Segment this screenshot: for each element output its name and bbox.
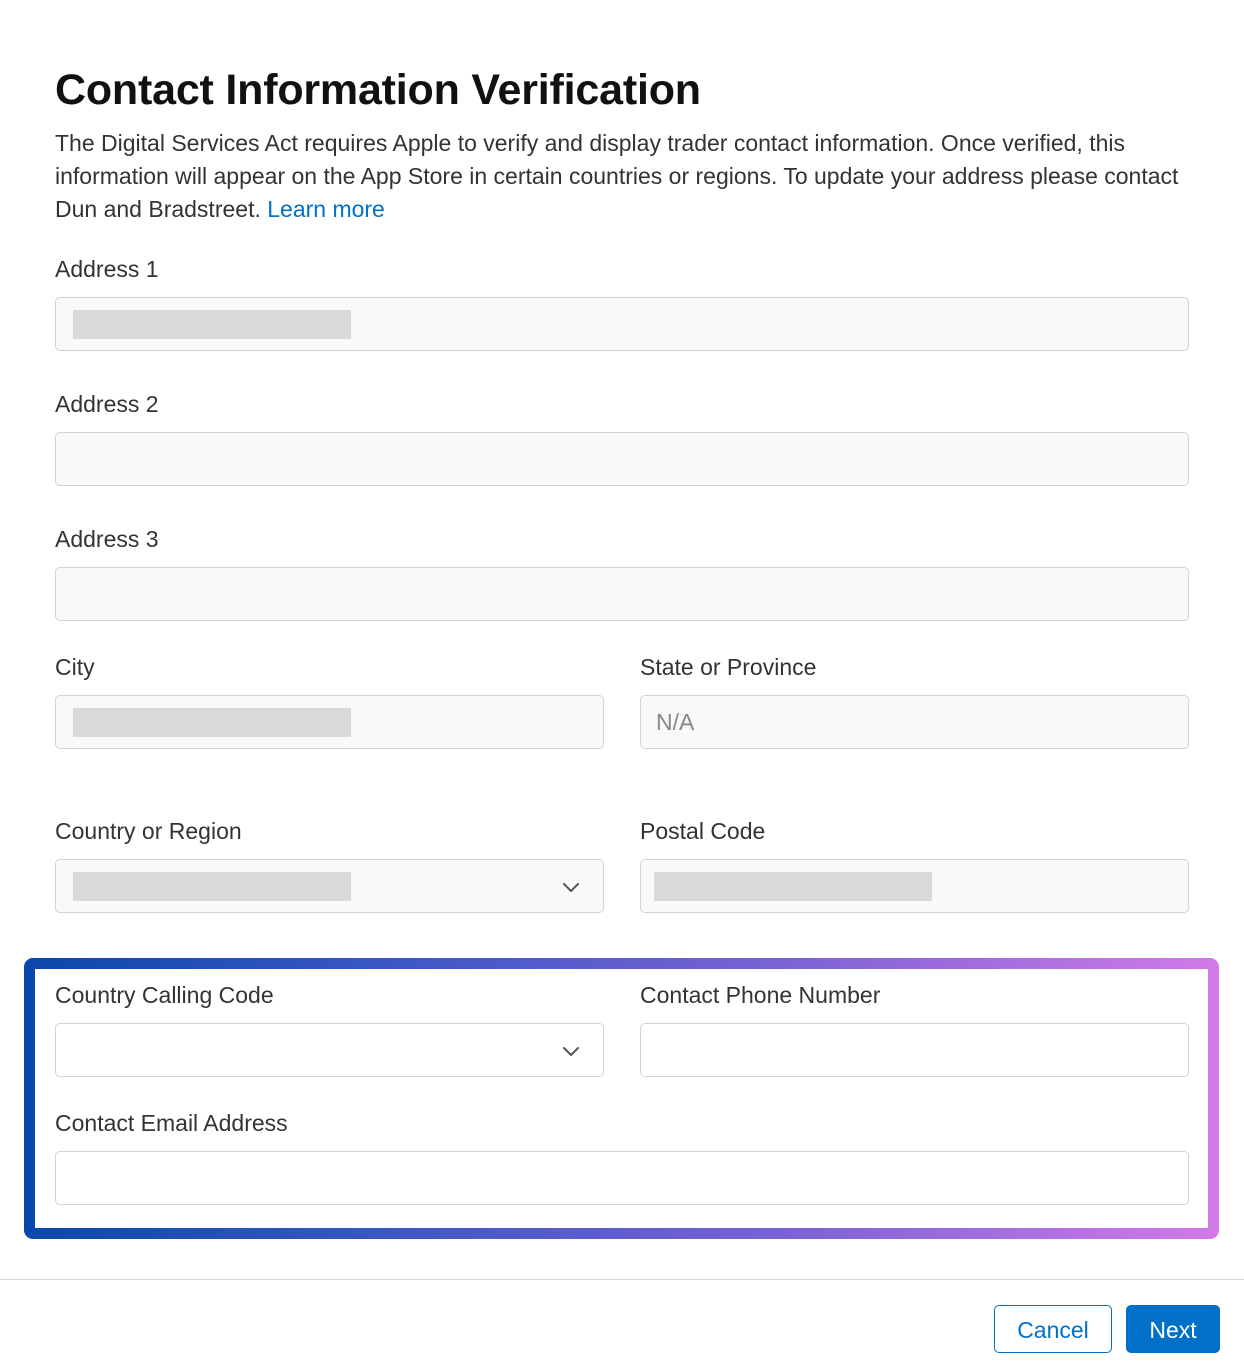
email-label: Contact Email Address xyxy=(55,1110,288,1136)
address2-label: Address 2 xyxy=(55,391,159,417)
postal-field[interactable] xyxy=(640,859,1189,913)
email-field[interactable] xyxy=(55,1151,1189,1205)
page-description xyxy=(55,127,1195,226)
chevron-down-icon xyxy=(561,877,581,897)
next-button[interactable]: Next xyxy=(1126,1305,1220,1353)
city-label: City xyxy=(55,654,95,680)
state-label: State or Province xyxy=(640,654,817,680)
postal-label: Postal Code xyxy=(640,818,766,844)
redacted-value xyxy=(73,310,351,339)
calling-code-label: Country Calling Code xyxy=(55,982,274,1008)
description-text: The Digital Services Act requires Apple to verify and display trader contact information. Once verified, this information will appear on the App Store in certain countries or regions. To update your address please contact Dun and Bradstreet. xyxy=(55,130,1179,222)
calling-code-select[interactable] xyxy=(55,1023,604,1077)
state-field[interactable] xyxy=(640,695,1189,749)
cancel-button[interactable]: Cancel xyxy=(994,1305,1112,1353)
phone-field[interactable] xyxy=(640,1023,1189,1077)
chevron-down-icon xyxy=(561,1041,581,1061)
address3-label: Address 3 xyxy=(55,526,159,552)
page-title: Contact Information Verification xyxy=(55,66,701,114)
redacted-value xyxy=(73,708,351,737)
footer-divider xyxy=(0,1279,1244,1280)
learn-more-link[interactable]: Learn more xyxy=(267,196,385,222)
country-select[interactable] xyxy=(55,859,604,913)
country-label: Country or Region xyxy=(55,818,242,844)
address1-label: Address 1 xyxy=(55,256,159,282)
address3-field[interactable] xyxy=(55,567,1189,621)
address1-field[interactable] xyxy=(55,297,1189,351)
city-field[interactable] xyxy=(55,695,604,749)
redacted-value xyxy=(73,872,351,901)
redacted-value xyxy=(654,872,932,901)
address2-field[interactable] xyxy=(55,432,1189,486)
phone-label: Contact Phone Number xyxy=(640,982,881,1008)
state-value: N/A xyxy=(656,709,695,735)
